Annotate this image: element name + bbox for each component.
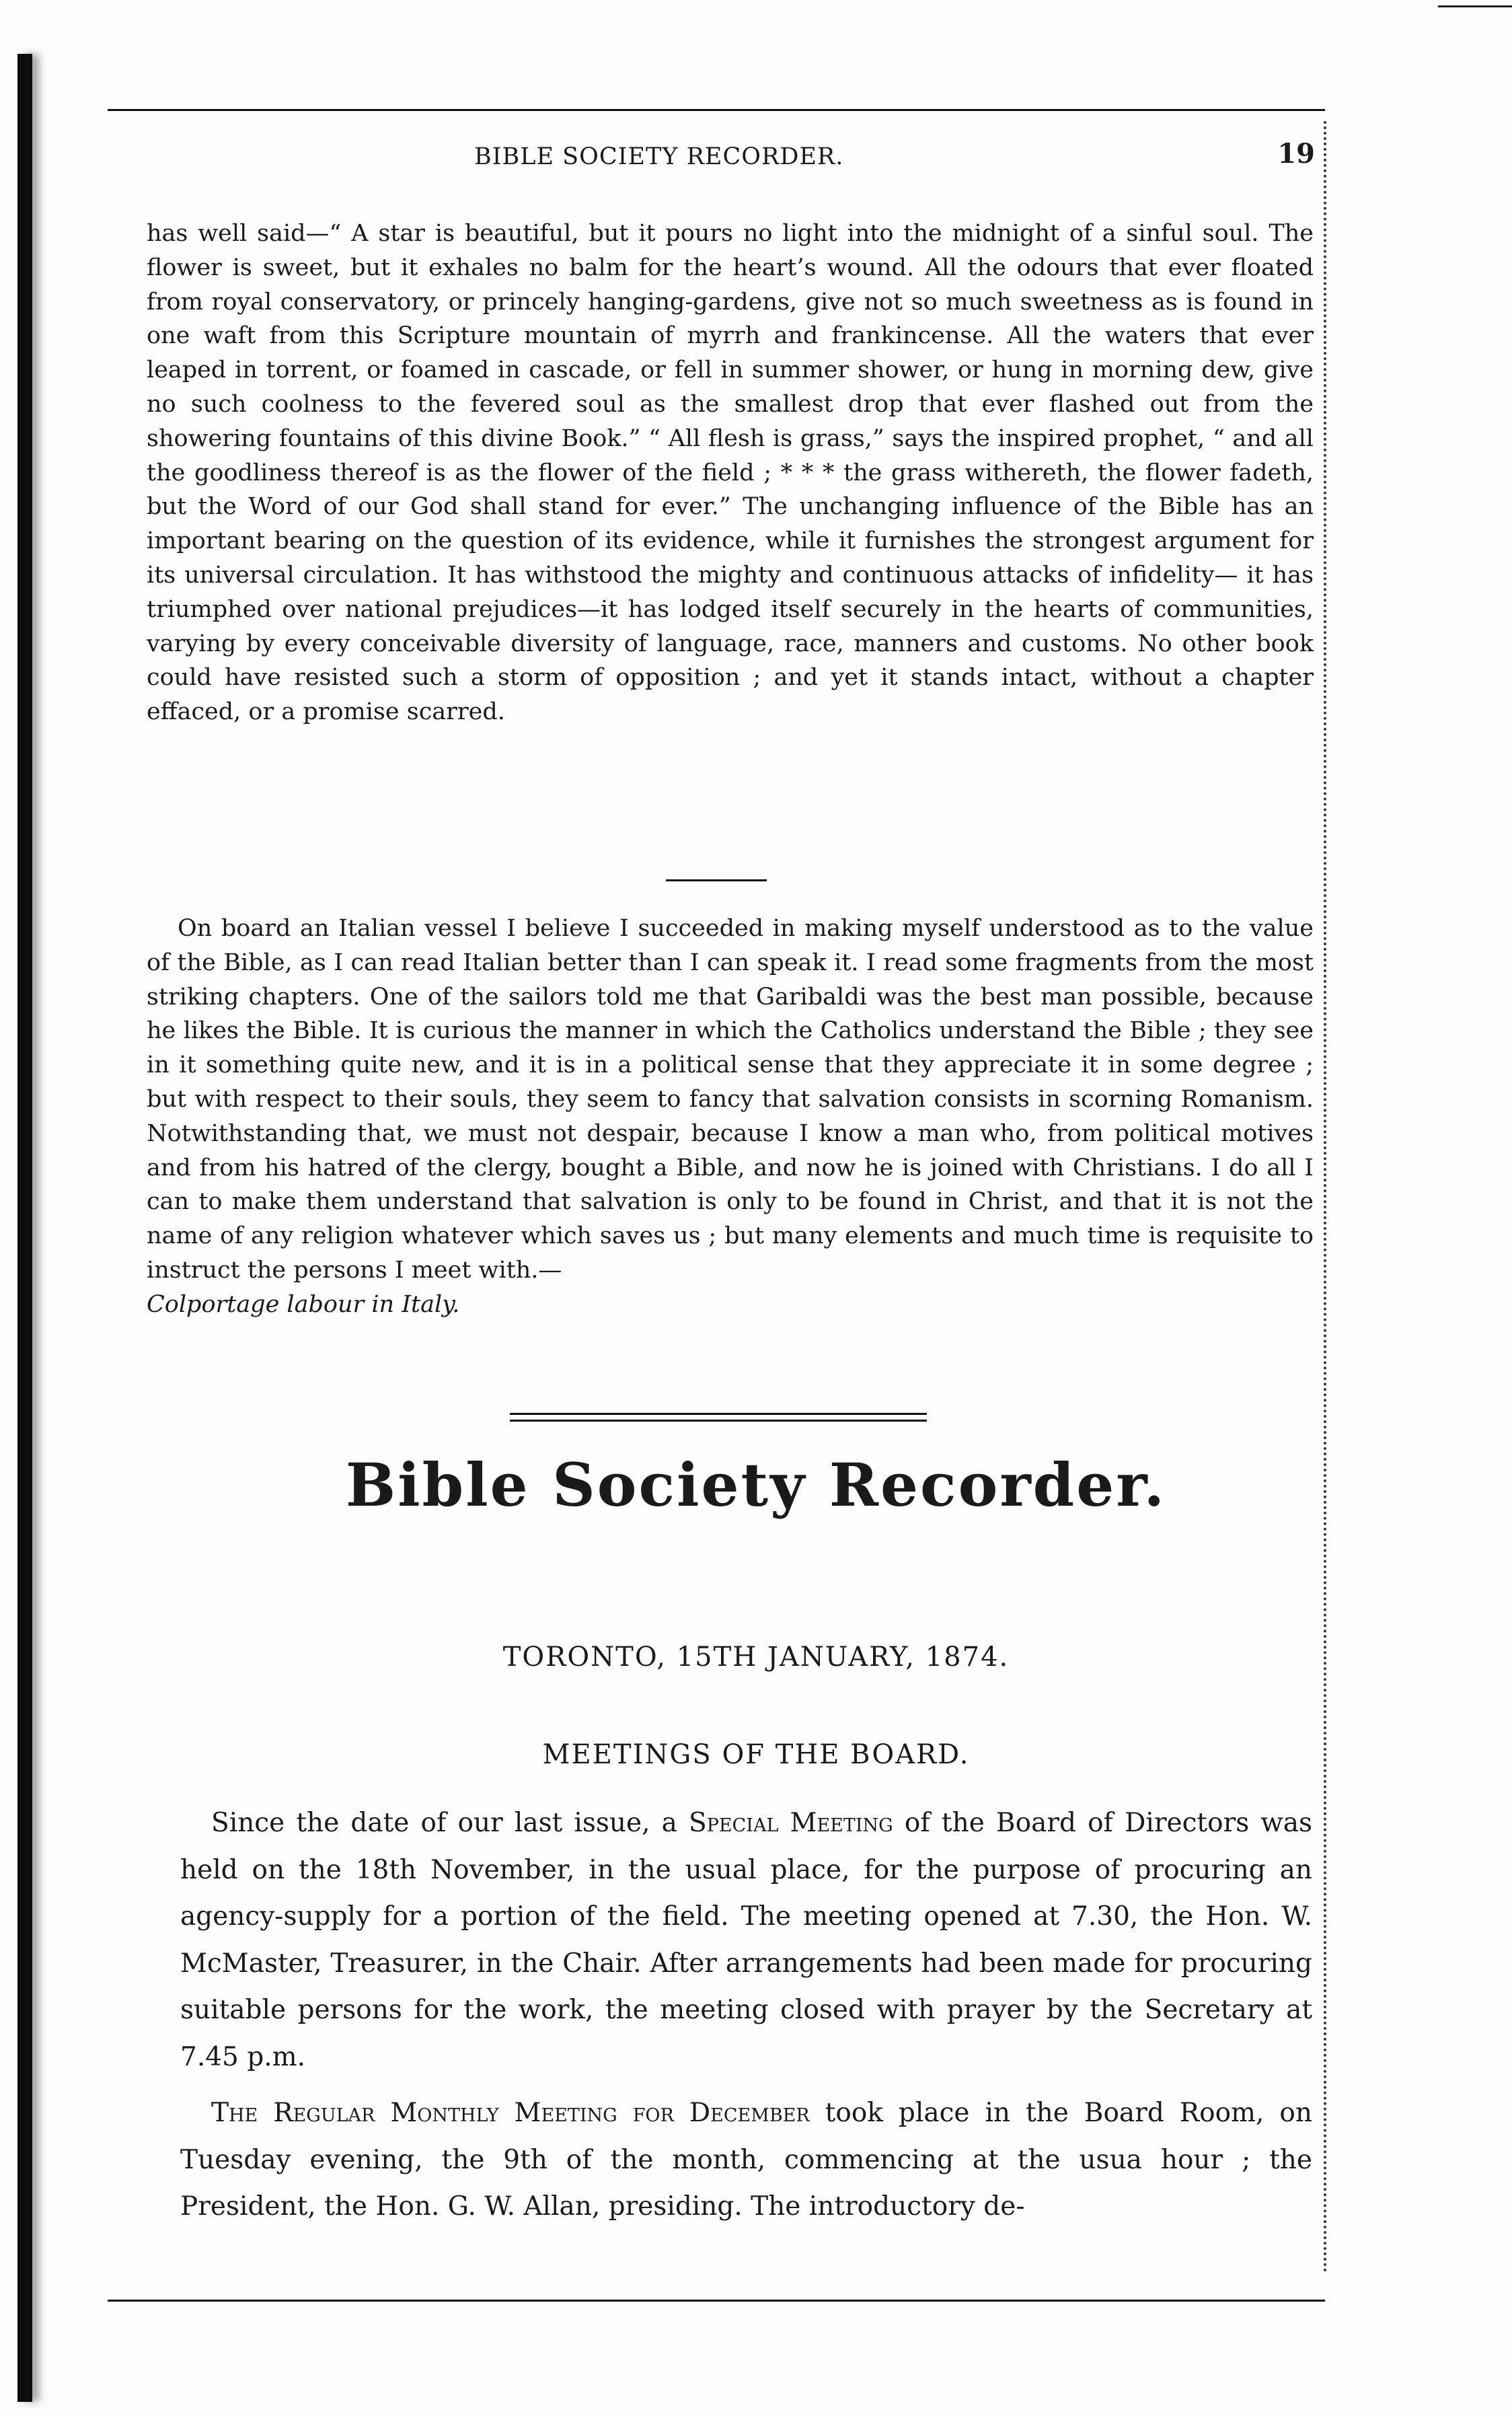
board-article (180, 1800, 1312, 2230)
section-separator (666, 879, 767, 881)
article-two-credit: Colportage labour in Italy. (147, 1290, 460, 1318)
page-number: 19 (1277, 138, 1315, 170)
section-heading: MEETINGS OF THE BOARD. (542, 1739, 970, 1770)
article-one-paragraph: has well said—“ A star is beautiful, but it pours no light into the midnight of a sinful soul. The flower is sweet, but it exhales no balm for the heart’s wound. All the odours that ever floated from royal conservatory, or princely hanging-gardens, give not so much sweetness as is found in one waft from this Scripture mountain of myrrh and frankincense. All the waters that ever leaped in torrent, or foamed in cascade, or fell in summer shower, or hung in morning dew, give no such coolness to the fevered soul as the smallest drop that ever flashed out from the showering fountains of this divine Book.” “ All flesh is grass,” says the inspired prophet, “ and all the goodliness thereof is as the flower of the field ; * * * the grass withereth, the flower fadeth, but the Word of our God shall stand for ever.” The unchanging influence of the Bible has an important bearing on the question of its evidence, while it furnishes the strongest argument for its universal circulation. It has withstood the mighty and continuous attacks of infidelity— it has triumphed over national prejudices—it has lodged itself securely in the hearts of communities, varying by every conceivable diversity of language, race, manners and customs. No other book could have resisted such a storm of opposition ; and yet it stands intact, without a chapter effaced, or a promise scarred. (147, 220, 1314, 726)
binding-edge (17, 54, 32, 2402)
special-meeting-caps: Special Meeting (689, 1808, 893, 1838)
bottom-rule (108, 2300, 1325, 2302)
page-edge-dots (1324, 121, 1326, 2274)
running-title: BIBLE SOCIETY RECORDER. (474, 143, 844, 170)
masthead-title: Bible Society Recorder. (345, 1450, 1167, 1520)
corner-rule (1438, 5, 1512, 7)
double-rule-top (510, 1413, 927, 1415)
dateline: TORONTO, 15TH JANUARY, 1874. (502, 1642, 1010, 1673)
board-paragraph-1 (180, 1800, 1312, 2080)
article-two-text: On board an Italian vessel I believe I succeeded in making myself understood as to the value of the Bible, as I can read Italian better than I can speak it. I read some fragments from the most striking chapters. One of the sailors told me that Garibaldi was the best man possible, because he likes the Bible. It is curious the manner in which the Catholics understand the Bible ; they see in it something quite new, and it is in a political sense that they appreciate it in some degree ; but with respect to their souls, they seem to fancy that salvation consists in scorning Romanism. Notwithstanding that, we must not despair, because I know a man who, from political motives and from his hatred of the clergy, bought a Bible, and now he is joined with Christians. I do all I can to make them understand that salvation is only to be found in Christ, and that it is not the name of any religion whatever which saves us ; but many elements and much time is requisite to instruct the persons I meet with.— (147, 915, 1314, 1284)
article-one (147, 217, 1314, 729)
para1-start: Since the date of our last issue, a (211, 1808, 677, 1838)
article-two-paragraph (147, 912, 1314, 1322)
page-header (145, 138, 1315, 178)
top-rule (108, 109, 1325, 111)
regular-meeting-caps: The Regular Monthly Meeting for December (211, 2098, 810, 2128)
para1-rest: of the Board of Directors was held on the 18th November, in the usual place, for the purpose of procuring an agency-supply for a portion of the field. The meeting opened at 7.30, the Hon. W. McMaster, Treasurer, in the Chair. After arrangements had been made for procuring suitable persons for the work, the meeting closed with prayer by the Secretary at 7.45 p.m. (180, 1808, 1313, 2072)
para2-rest: took place in the Board Room, on Tuesday evening, the 9th of the month, commencing at the usua hour ; the President, the Hon. G. W. Allan, presiding. The introductory de- (180, 2098, 1312, 2222)
board-paragraph-2 (180, 2090, 1312, 2230)
double-rule-bottom (510, 1420, 927, 1422)
article-two (147, 912, 1314, 1322)
